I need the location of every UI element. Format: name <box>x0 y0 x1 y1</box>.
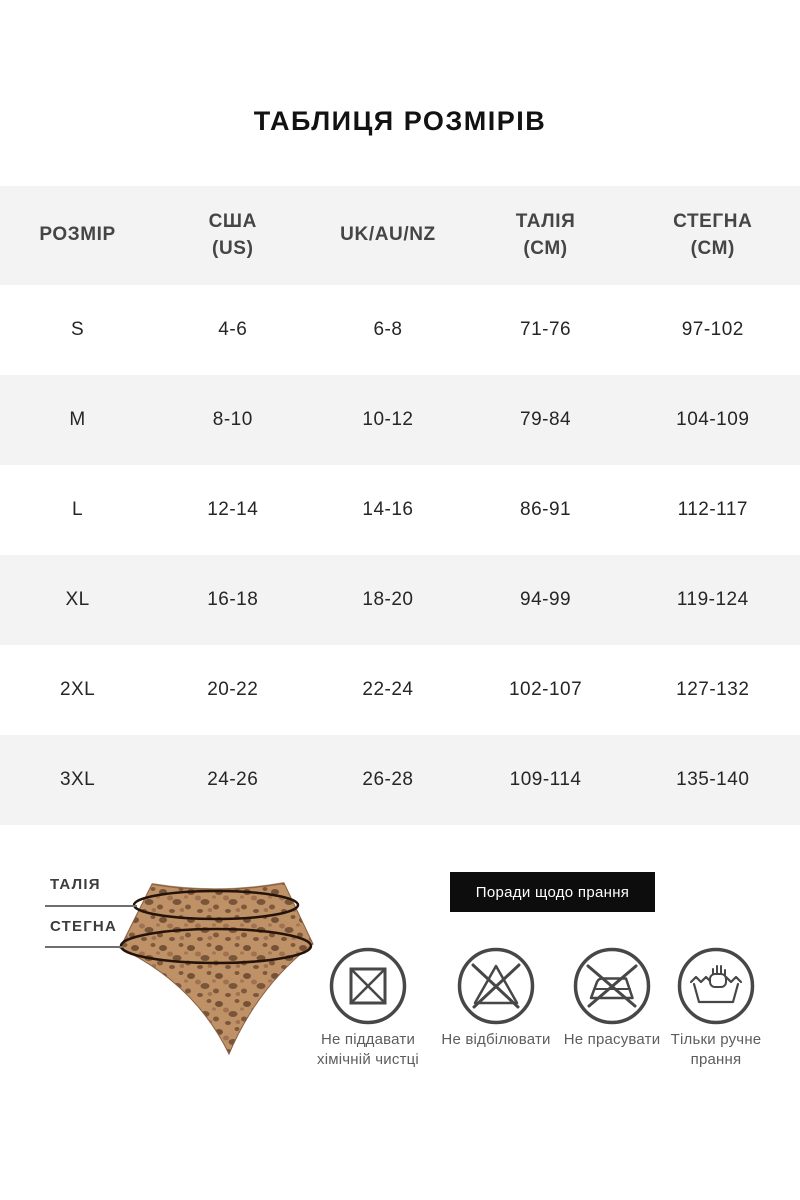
table-row <box>0 375 800 465</box>
table-row <box>0 465 800 555</box>
cell-size: S <box>71 319 85 340</box>
waist-pointer-line <box>45 905 137 907</box>
cell-size: 3XL <box>59 769 96 790</box>
cell-us: 4-6 <box>218 319 248 340</box>
care-label: Тільки ручне прання <box>670 1031 762 1069</box>
page-title: ТАБЛИЦЯ РОЗМІРІВ <box>253 106 547 136</box>
do-not-iron-icon <box>572 946 652 1026</box>
cell-size: 2XL <box>59 679 96 700</box>
table-row <box>0 645 800 735</box>
cell-uk: 22-24 <box>362 679 414 700</box>
cell-waist: 102-107 <box>508 679 583 700</box>
column-header-size <box>0 186 155 285</box>
column-header-uk-au-nz <box>310 186 465 285</box>
cell-hips: 119-124 <box>676 589 749 610</box>
care-label: Не піддавати хімічній чистці <box>317 1031 419 1069</box>
cell-waist: 86-91 <box>520 499 572 520</box>
cell-size: L <box>72 499 84 520</box>
table-row <box>0 735 800 825</box>
cell-hips: 104-109 <box>676 409 750 430</box>
cell-waist: 79-84 <box>520 409 572 430</box>
do-not-bleach-icon <box>456 946 536 1026</box>
care-item-do-not-dry-clean <box>302 946 434 1071</box>
care-label: Не відбілювати <box>441 1031 551 1048</box>
care-banner: Поради щодо прання <box>450 872 655 912</box>
header-row <box>0 186 800 285</box>
header-line: ТАЛІЯ <box>515 210 576 232</box>
column-header-hips <box>626 186 800 285</box>
cell-size: XL <box>65 589 90 610</box>
cell-us: 16-18 <box>207 589 259 610</box>
cell-hips: 112-117 <box>677 499 748 520</box>
care-item-do-not-bleach <box>430 946 562 1050</box>
hand-glyph <box>710 966 726 987</box>
panty-shape <box>120 883 313 1054</box>
cell-us: 20-22 <box>207 679 259 700</box>
table-row <box>0 285 800 375</box>
cell-hips: 127-132 <box>676 679 750 700</box>
cell-hips: 135-140 <box>676 769 750 790</box>
waist-label: ТАЛІЯ <box>50 876 101 893</box>
header-line: СТЕГНА <box>673 210 753 232</box>
cell-size: M <box>69 409 86 430</box>
header-line: (СМ) <box>690 237 735 259</box>
care-label: Не прасувати <box>563 1031 661 1048</box>
cell-uk: 26-28 <box>362 769 414 790</box>
column-header-waist <box>466 186 626 285</box>
size-table-header <box>0 186 800 285</box>
hand-wash-only-icon <box>676 946 756 1026</box>
column-header-us <box>155 186 310 285</box>
cell-us: 8-10 <box>212 409 253 430</box>
header-line: РОЗМІР <box>39 224 116 246</box>
hips-pointer-line <box>45 946 124 948</box>
header-line: США <box>208 210 257 232</box>
cell-uk: 10-12 <box>362 409 414 430</box>
do-not-dry-clean-icon <box>328 946 408 1026</box>
bottom-section <box>0 855 800 1100</box>
cell-waist: 71-76 <box>520 319 572 340</box>
care-item-hand-wash-only <box>650 946 782 1071</box>
cell-waist: 94-99 <box>520 589 572 610</box>
cell-waist: 109-114 <box>509 769 582 790</box>
cell-uk: 18-20 <box>362 589 414 610</box>
cell-us: 12-14 <box>207 499 259 520</box>
cell-hips: 97-102 <box>681 319 744 340</box>
hips-label: СТЕГНА <box>50 918 117 935</box>
cell-uk: 14-16 <box>362 499 414 520</box>
header-line: (СМ) <box>523 237 568 259</box>
header-line: (US) <box>212 237 254 259</box>
table-row <box>0 555 800 645</box>
cell-uk: 6-8 <box>373 319 403 340</box>
header-line: UK/AU/NZ <box>340 224 436 246</box>
cell-us: 24-26 <box>207 769 259 790</box>
size-table <box>0 186 800 825</box>
size-table-body <box>0 285 800 825</box>
